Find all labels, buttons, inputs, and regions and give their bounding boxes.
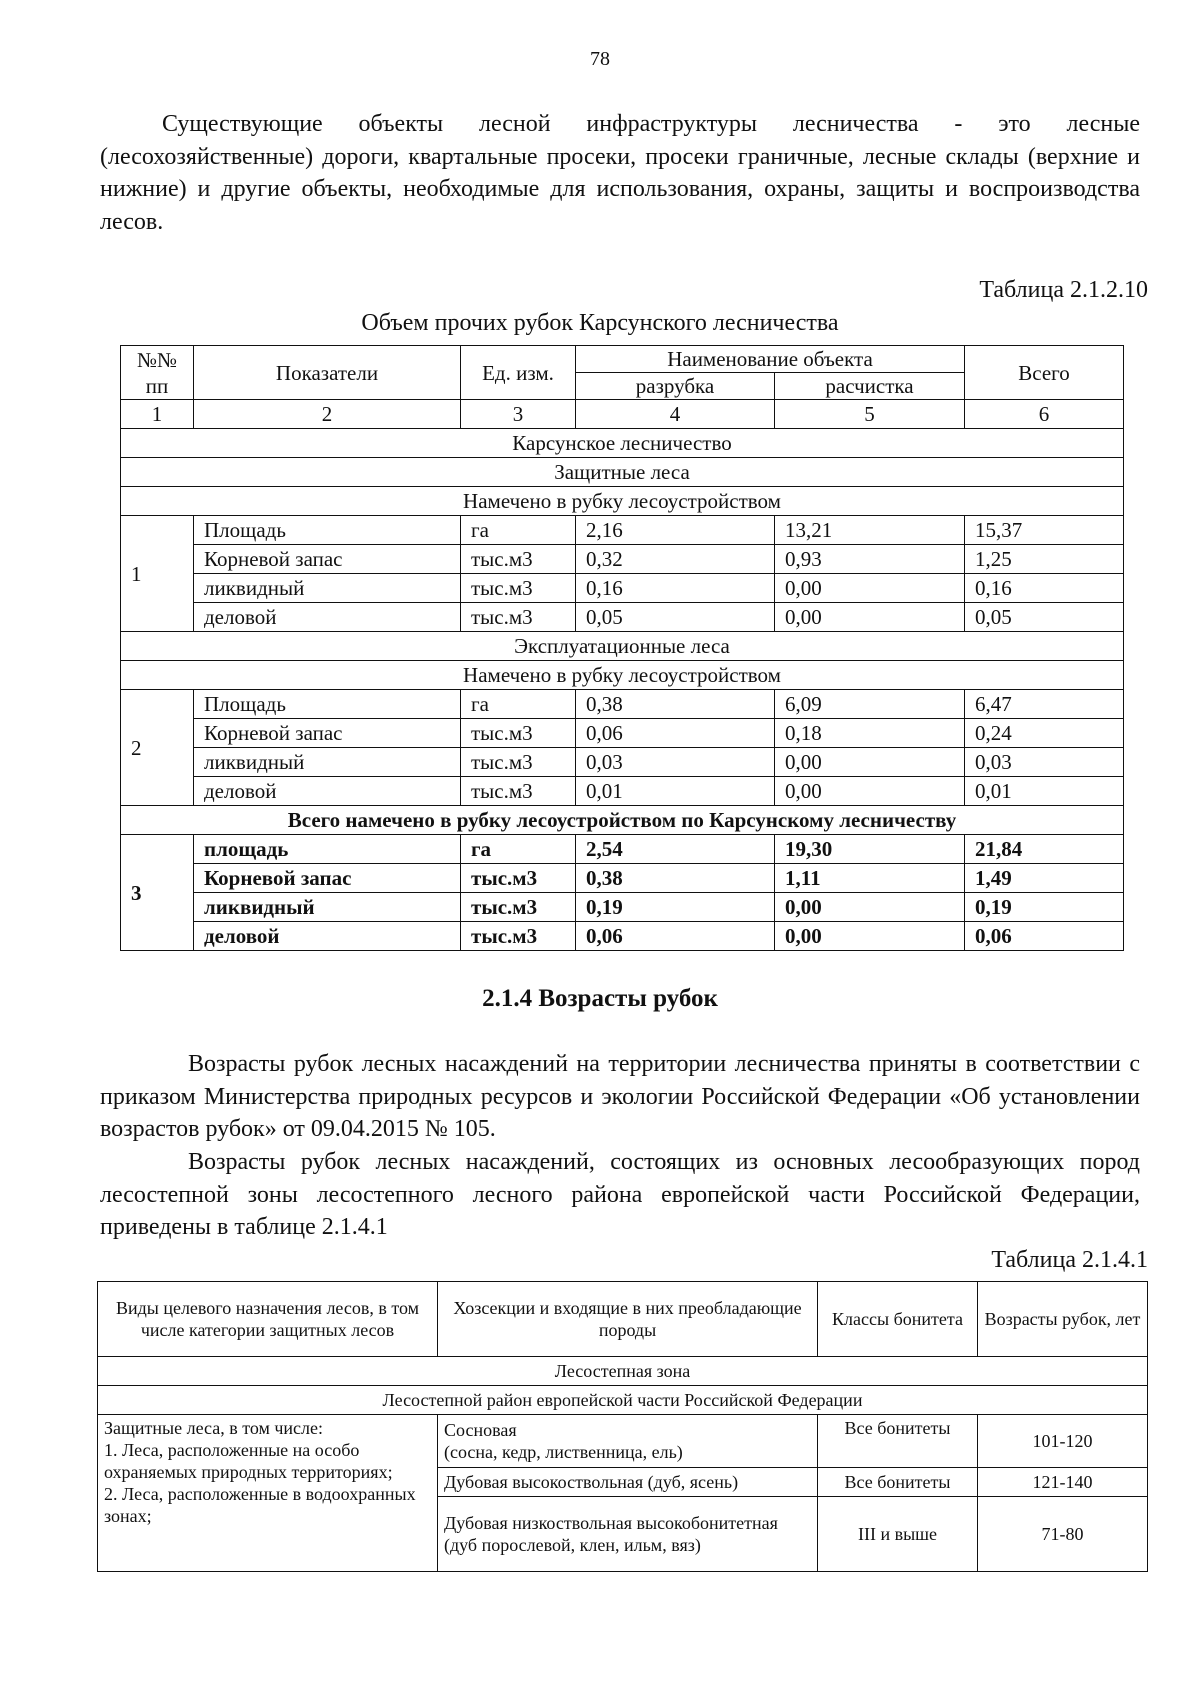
row-clearing: 0,06	[576, 719, 775, 748]
row-unit: тыс.м3	[461, 748, 576, 777]
section-title: Дубовая высокоствольная (дуб, ясень)	[444, 1472, 739, 1492]
age-cell: 71-80	[978, 1497, 1148, 1572]
row-clearing: 0,32	[576, 545, 775, 574]
row-cleaning: 0,93	[775, 545, 965, 574]
table-row	[121, 574, 1124, 603]
section-title: Сосновая	[444, 1420, 517, 1440]
section-cell	[438, 1415, 818, 1468]
group-number: 3	[121, 835, 194, 951]
column-number-row	[121, 400, 1124, 429]
col-number: 4	[576, 400, 775, 429]
header-unit: Ед. изм.	[461, 346, 576, 400]
row-unit: га	[461, 516, 576, 545]
row-cleaning: 0,00	[775, 574, 965, 603]
row-name: Площадь	[194, 516, 461, 545]
row-total: 21,84	[965, 835, 1124, 864]
row-unit: тыс.м3	[461, 893, 576, 922]
row-cleaning: 13,21	[775, 516, 965, 545]
table-cutting-ages	[97, 1281, 1148, 1572]
paragraph-cutting-ages: Возрасты рубок лесных насаждений на территории лесничества приняты в соответствии с приказом Министерства природных ресурсов и экологии Российской Федерации «Об установлении возрастов рубок» от 09.04.2015 № 105.	[100, 1051, 1140, 1142]
row-total: 0,06	[965, 922, 1124, 951]
row-total: 1,49	[965, 864, 1124, 893]
row-total: 15,37	[965, 516, 1124, 545]
age-cell: 101-120	[978, 1415, 1148, 1468]
row-unit: тыс.м3	[461, 719, 576, 748]
table1-label: Таблица 2.1.2.10	[979, 277, 1148, 303]
table-cutting-volume	[120, 345, 1124, 951]
row-total: 0,01	[965, 777, 1124, 806]
row-cleaning: 19,30	[775, 835, 965, 864]
table-row	[121, 545, 1124, 574]
row-unit: га	[461, 835, 576, 864]
row-cleaning: 0,00	[775, 748, 965, 777]
row-total: 1,25	[965, 545, 1124, 574]
row-unit: га	[461, 690, 576, 719]
section-detail: (сосна, кедр, лиственница, ель)	[444, 1442, 683, 1462]
row-unit: тыс.м3	[461, 864, 576, 893]
group-number: 2	[121, 690, 194, 806]
class-cell: Все бонитеты	[818, 1415, 978, 1468]
row-total: 0,24	[965, 719, 1124, 748]
row-clearing: 0,01	[576, 777, 775, 806]
col-number: 1	[121, 400, 194, 429]
row-name: ликвидный	[194, 893, 461, 922]
table-header-row	[98, 1282, 1148, 1357]
row-total: 6,47	[965, 690, 1124, 719]
col-number: 3	[461, 400, 576, 429]
header-indicators: Показатели	[194, 346, 461, 400]
row-cleaning: 6,09	[775, 690, 965, 719]
table-row	[121, 893, 1124, 922]
header-object-name: Наименование объекта	[576, 346, 965, 373]
row-total: 0,05	[965, 603, 1124, 632]
intro-paragraph: Существующие объекты лесной инфраструктуры лесничества - это лесные (лесохозяйственные) дороги, квартальные просеки, просеки граничные, лесные склады (верхние и нижние) и другие объекты, необходимые для использования, охраны, защиты и воспроизводства лесов.	[100, 111, 1140, 235]
row-name: деловой	[194, 603, 461, 632]
row-clearing: 0,16	[576, 574, 775, 603]
table-row	[121, 603, 1124, 632]
row-unit: тыс.м3	[461, 777, 576, 806]
row-clearing: 0,03	[576, 748, 775, 777]
table-row	[121, 922, 1124, 951]
row-name: Корневой запас	[194, 864, 461, 893]
table-row	[121, 864, 1124, 893]
header-ages: Возрасты рубок, лет	[978, 1282, 1148, 1357]
age-cell: 121-140	[978, 1468, 1148, 1497]
row-unit: тыс.м3	[461, 603, 576, 632]
page-number: 78	[590, 48, 610, 70]
col-number: 6	[965, 400, 1124, 429]
row-cleaning: 0,00	[775, 603, 965, 632]
row-cleaning: 0,00	[775, 777, 965, 806]
row-clearing: 2,16	[576, 516, 775, 545]
table-row	[121, 719, 1124, 748]
row-clearing: 2,54	[576, 835, 775, 864]
header-classes: Классы бонитета	[818, 1282, 978, 1357]
section-title-planned: Намечено в рубку лесоустройством	[121, 661, 1124, 690]
section-cell	[438, 1468, 818, 1497]
row-name: площадь	[194, 835, 461, 864]
row-name: Корневой запас	[194, 545, 461, 574]
row-cleaning: 0,00	[775, 893, 965, 922]
row-cleaning: 0,18	[775, 719, 965, 748]
row-total: 0,19	[965, 893, 1124, 922]
table2-label: Таблица 2.1.4.1	[991, 1247, 1148, 1273]
row-clearing: 0,05	[576, 603, 775, 632]
table-row	[121, 777, 1124, 806]
zone-title: Лесостепная зона	[98, 1357, 1148, 1386]
row-clearing: 0,19	[576, 893, 775, 922]
section-heading: 2.1.4 Возрасты рубок	[482, 985, 718, 1012]
section-title-planned: Намечено в рубку лесоустройством	[121, 487, 1124, 516]
table-row	[121, 516, 1124, 545]
header-total: Всего	[965, 346, 1124, 400]
header-cleaning: расчистка	[775, 373, 965, 400]
row-name: ликвидный	[194, 748, 461, 777]
row-unit: тыс.м3	[461, 922, 576, 951]
section-title: Дубовая низкоствольная высокобонитетная	[444, 1513, 778, 1533]
purpose-line: 2. Леса, расположенные в водоохранных зонах;	[104, 1484, 416, 1526]
class-cell: III и выше	[818, 1497, 978, 1572]
header-sections: Хозсекции и входящие в них преобладающие породы	[438, 1282, 818, 1357]
table-row	[121, 835, 1124, 864]
group-number: 1	[121, 516, 194, 632]
section-title-total: Всего намечено в рубку лесоустройством по Карсунскому лесничеству	[121, 806, 1124, 835]
row-clearing: 0,38	[576, 690, 775, 719]
section-title-protective: Защитные леса	[121, 458, 1124, 487]
col-number: 2	[194, 400, 461, 429]
table1-title: Объем прочих рубок Карсунского лесничества	[361, 310, 839, 336]
purpose-cell	[98, 1415, 438, 1572]
row-unit: тыс.м3	[461, 574, 576, 603]
row-total: 0,03	[965, 748, 1124, 777]
district-title: Лесостепной район европейской части Российской Федерации	[98, 1386, 1148, 1415]
purpose-line: Защитные леса, в том числе:	[104, 1418, 324, 1438]
row-name: деловой	[194, 922, 461, 951]
section-detail: (дуб порослевой, клен, ильм, вяз)	[444, 1535, 701, 1555]
row-name: Корневой запас	[194, 719, 461, 748]
table-header-row	[121, 346, 1124, 373]
row-name: ликвидный	[194, 574, 461, 603]
row-clearing: 0,06	[576, 922, 775, 951]
table-row	[121, 690, 1124, 719]
row-clearing: 0,38	[576, 864, 775, 893]
header-clearing: разрубка	[576, 373, 775, 400]
row-unit: тыс.м3	[461, 545, 576, 574]
row-name: Площадь	[194, 690, 461, 719]
header-purpose: Виды целевого назначения лесов, в том числе категории защитных лесов	[98, 1282, 438, 1357]
class-cell: Все бонитеты	[818, 1468, 978, 1497]
header-num: №№ пп	[121, 346, 194, 400]
row-name: деловой	[194, 777, 461, 806]
section-title-exploitation: Эксплуатационные леса	[121, 632, 1124, 661]
paragraph-table-reference: Возрасты рубок лесных насаждений, состоящих из основных лесообразующих пород лесостепной зоны лесостепного лесного района европейской части Российской Федерации, приведены в таблице 2.1.4.1	[100, 1149, 1140, 1240]
section-cell	[438, 1497, 818, 1572]
section-title-district: Карсунское лесничество	[121, 429, 1124, 458]
table-row	[98, 1415, 1148, 1468]
row-total: 0,16	[965, 574, 1124, 603]
row-cleaning: 1,11	[775, 864, 965, 893]
row-cleaning: 0,00	[775, 922, 965, 951]
table-row	[121, 748, 1124, 777]
purpose-line: 1. Леса, расположенные на особо охраняемых природных территориях;	[104, 1440, 393, 1482]
col-number: 5	[775, 400, 965, 429]
